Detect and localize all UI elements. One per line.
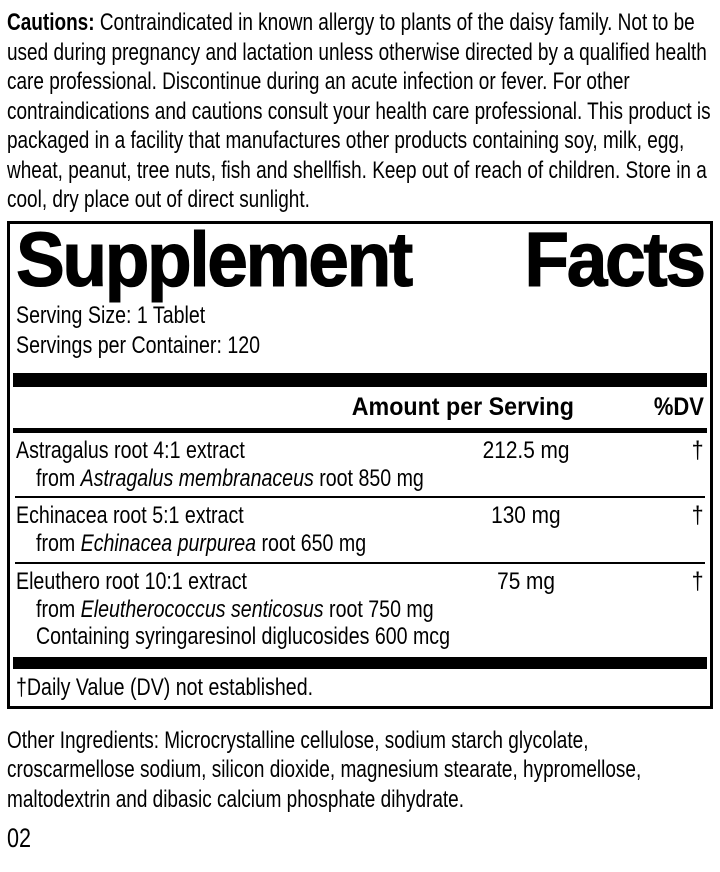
ingredient-amount-cell (426, 437, 626, 465)
serving-size: Serving Size: 1 Tablet (16, 301, 206, 329)
ingredient-dv-cell (626, 437, 704, 465)
ingredient-source: from Astragalus membranaceus root 850 mg (36, 464, 424, 492)
table-header-row (16, 387, 704, 428)
ingredient-amount: 75 mg (497, 567, 555, 595)
ingredient-amount: 212.5 mg (482, 436, 570, 464)
footnote-row (16, 669, 704, 706)
dagger-symbol: † (691, 502, 704, 529)
cautions-paragraph (7, 8, 713, 215)
ingredient-row-astragalus (16, 433, 704, 497)
dv-footnote: †Daily Value (DV) not established. (16, 673, 314, 701)
species-name: Eleutherococcus senticosus (80, 595, 324, 623)
title-word-supplement: Supplement (16, 216, 411, 303)
other-ingredients-paragraph (7, 726, 713, 815)
ingredient-amount-cell (426, 568, 626, 596)
ingredient-source: from Echinacea purpurea root 650 mg (36, 530, 367, 557)
ingredient-dv-cell (626, 502, 704, 530)
serving-size-line (16, 301, 704, 331)
other-ingredients-text-block (7, 726, 713, 815)
serving-info (16, 301, 704, 361)
ingredient-source-line (16, 596, 704, 624)
ingredient-main-line (16, 437, 704, 465)
ingredient-name-cell (16, 568, 426, 596)
servings-per-container: Servings per Container: 120 (16, 331, 261, 359)
cautions-text-block (7, 8, 713, 215)
other-ingredients: Other Ingredients: Microcrystalline cellulose, sodium starch glycolate, croscarmellose sodium, silicon dioxide, magnesium stearate, hypromellose, maltodextrin and dibasic calcium phosphate dihydrate. (7, 726, 642, 813)
cautions-body: Contraindicated in known allergy to plants of the daisy family. Not to be used during pregnancy and lactation unless otherwise directed by a qualified health care professional. Discontinue during an acute infection or fever. For other contraindications and cautions consult your health care professional. This product is packaged in a facility that manufactures other products containing soy, milk, egg, wheat, peanut, tree nuts, fish and shellfish. Keep out of reach of children. Store in a cool, dry place out of direct sunlight. (7, 9, 711, 213)
ingredient-row-eleuthero (16, 564, 704, 655)
servings-per-container-line (16, 331, 704, 361)
title-word-facts: Facts (524, 216, 704, 303)
page-number-line (7, 823, 720, 853)
ingredient-source-line (16, 530, 704, 558)
thick-rule-bottom (13, 657, 707, 669)
species-name: Echinacea purpurea (80, 530, 257, 557)
supplement-facts-title (16, 216, 704, 303)
dagger-symbol: † (691, 436, 704, 464)
ingredient-main-line (16, 568, 704, 596)
thick-rule-top (13, 373, 707, 387)
ingredient-amount-cell (426, 502, 626, 530)
column-header-dv: %DV (653, 392, 704, 421)
species-name: Astragalus membranaceus (80, 464, 314, 492)
ingredient-name: Echinacea root 5:1 extract (16, 502, 244, 529)
ingredient-dv-cell (626, 568, 704, 596)
ingredient-constituent-line (16, 623, 704, 651)
supplement-facts-panel (7, 216, 713, 709)
ingredient-name-cell (16, 437, 426, 465)
page-number: 02 (7, 823, 32, 853)
ingredient-main-line (16, 502, 704, 530)
cautions-label: Cautions: (7, 9, 95, 36)
ingredient-name: Eleuthero root 10:1 extract (16, 567, 247, 595)
ingredient-constituent: Containing syringaresinol diglucosides 600 mcg (36, 623, 451, 650)
ingredient-source-line (16, 465, 704, 493)
column-header-amount-cell (16, 392, 626, 421)
ingredient-source: from Eleutherococcus senticosus root 750 mg (36, 595, 434, 623)
ingredient-amount: 130 mg (491, 502, 561, 529)
dagger-symbol: † (691, 567, 704, 595)
ingredient-row-echinacea (16, 498, 704, 562)
ingredient-name-cell (16, 502, 426, 530)
column-header-dv-cell (626, 392, 704, 421)
ingredient-name: Astragalus root 4:1 extract (16, 436, 245, 464)
column-header-amount: Amount per Serving (351, 392, 574, 421)
